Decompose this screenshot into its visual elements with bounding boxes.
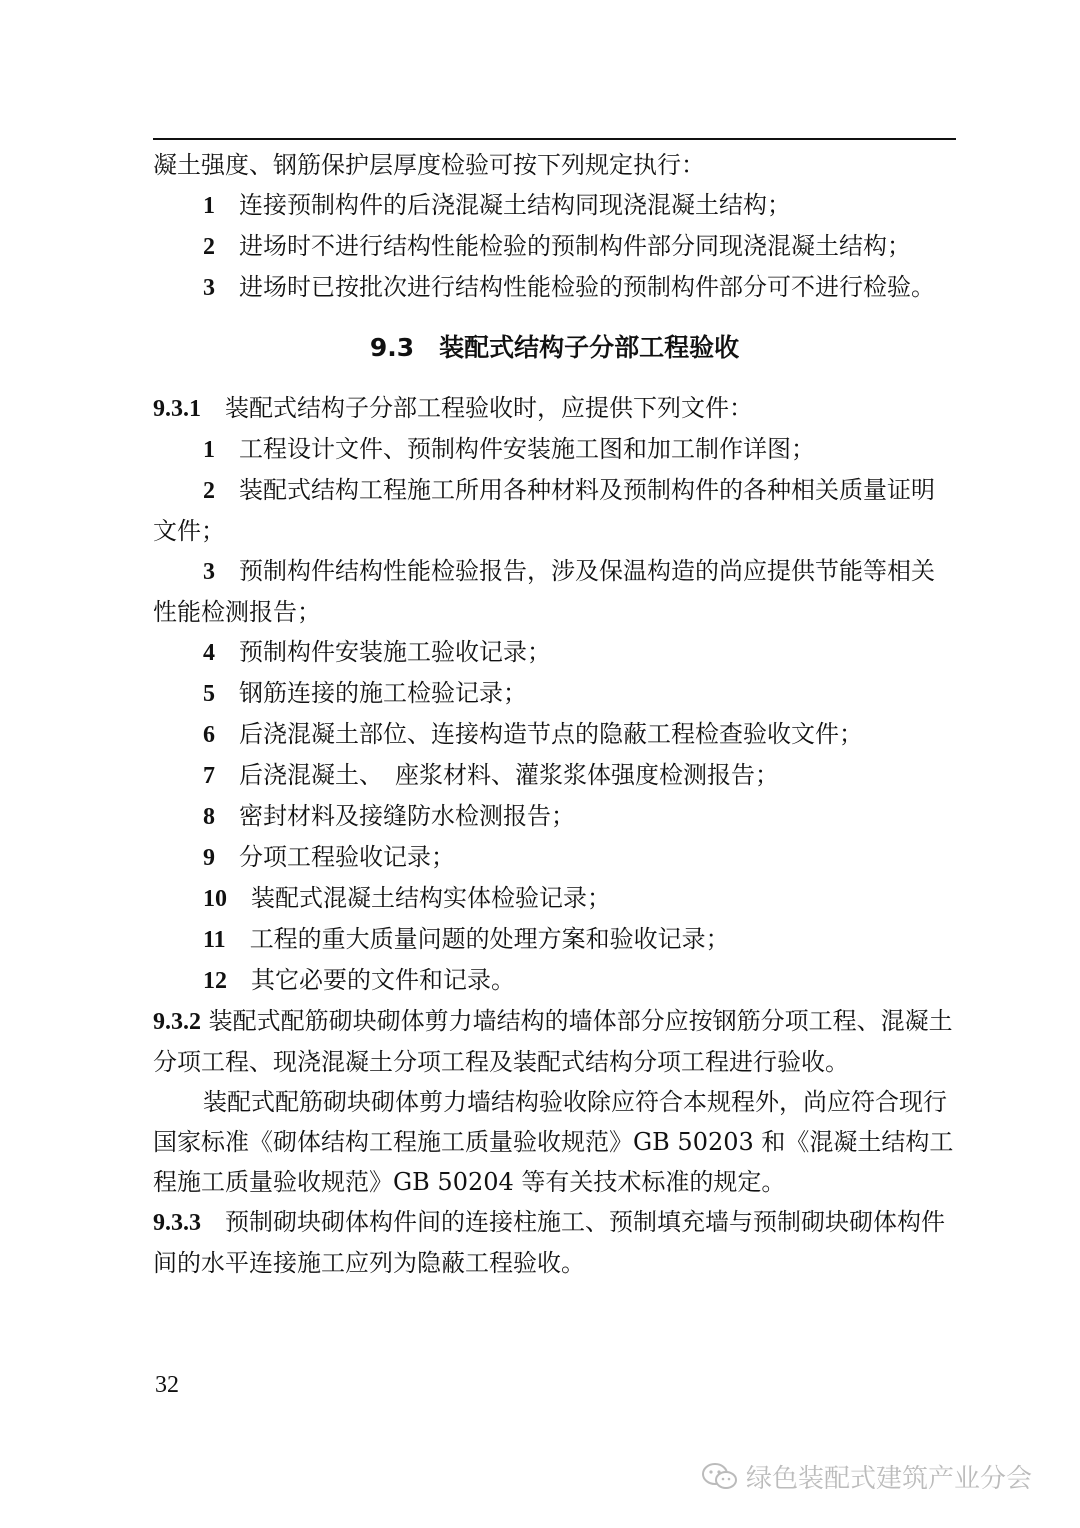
watermark [700,1458,1032,1495]
list-item: 12 其它必要的文件和记录。 [203,966,515,994]
page-number: 32 [155,1372,179,1398]
list-item: 5 钢筋连接的施工检验记录； [203,679,527,707]
list-item: 4 预制构件安装施工验收记录； [203,638,551,666]
watermark-text: 绿色装配式建筑产业分会 [746,1464,1033,1494]
list-item: 11 工程的重大质量问题的处理方案和验收记录； [203,925,730,953]
clause-9-3-3: 9.3.3 预制砌块砌体构件间的连接柱施工、预制填充墙与预制砌块砌体构件间的水平连接施工应列为隐蔽工程验收。 [153,1208,945,1277]
list-item: 8 密封材料及接缝防水检测报告； [203,802,575,830]
lead-list [153,185,956,308]
list-item: 10 装配式混凝土结构实体检验记录； [203,884,611,912]
list-item: 2 进场时不进行结构性能检验的预制构件部分同现浇混凝土结构； [203,232,911,260]
lead-paragraph: 凝土强度、钢筋保护层厚度检验可按下列规定执行： [153,151,705,179]
section-heading: 9.3 装配式结构子分部工程验收 [369,333,740,362]
list-item: 3 进场时已按批次进行结构性能检验的预制构件部分可不进行检验。 [203,273,935,301]
list-item: 1 连接预制构件的后浇混凝土结构同现浇混凝土结构； [203,191,791,219]
list-item: 9 分项工程验收记录； [203,843,455,871]
list-item: 1 工程设计文件、预制构件安装施工图和加工制作详图； [203,435,815,463]
wechat-icon [700,1462,740,1492]
clause-9-3-2: 9.3.2 装配式配筋砌块砌体剪力墙结构的墙体部分应按钢筋分项工程、混凝土分项工程、现浇混凝土分项工程及装配式结构分项工程进行验收。 [153,1007,953,1076]
document-body [153,145,956,1283]
list-item: 3 预制构件结构性能检验报告，涉及保温构造的尚应提供节能等相关性能检测报告； [153,557,935,626]
list-item: 6 后浇混凝土部位、连接构造节点的隐蔽工程检查验收文件； [203,720,863,748]
clause-9-3-2-paragraph: 装配式配筋砌块砌体剪力墙结构验收除应符合本规程外，尚应符合现行国家标准《砌体结构工程施工质量验收规范》GB 50203 和《混凝土结构工程施工质量验收规范》GB 50204 等有关技术标准的规定。 [153,1088,954,1196]
list-item: 2 装配式结构工程施工所用各种材料及预制构件的各种相关质量证明文件； [153,476,935,545]
list-item: 7 后浇混凝土、 座浆材料、灌浆浆体强度检测报告； [203,761,779,789]
clause-9-3-1-list [153,429,956,1001]
header-rule [153,138,956,140]
clause-9-3-1: 9.3.1 装配式结构子分部工程验收时，应提供下列文件： [153,394,753,422]
